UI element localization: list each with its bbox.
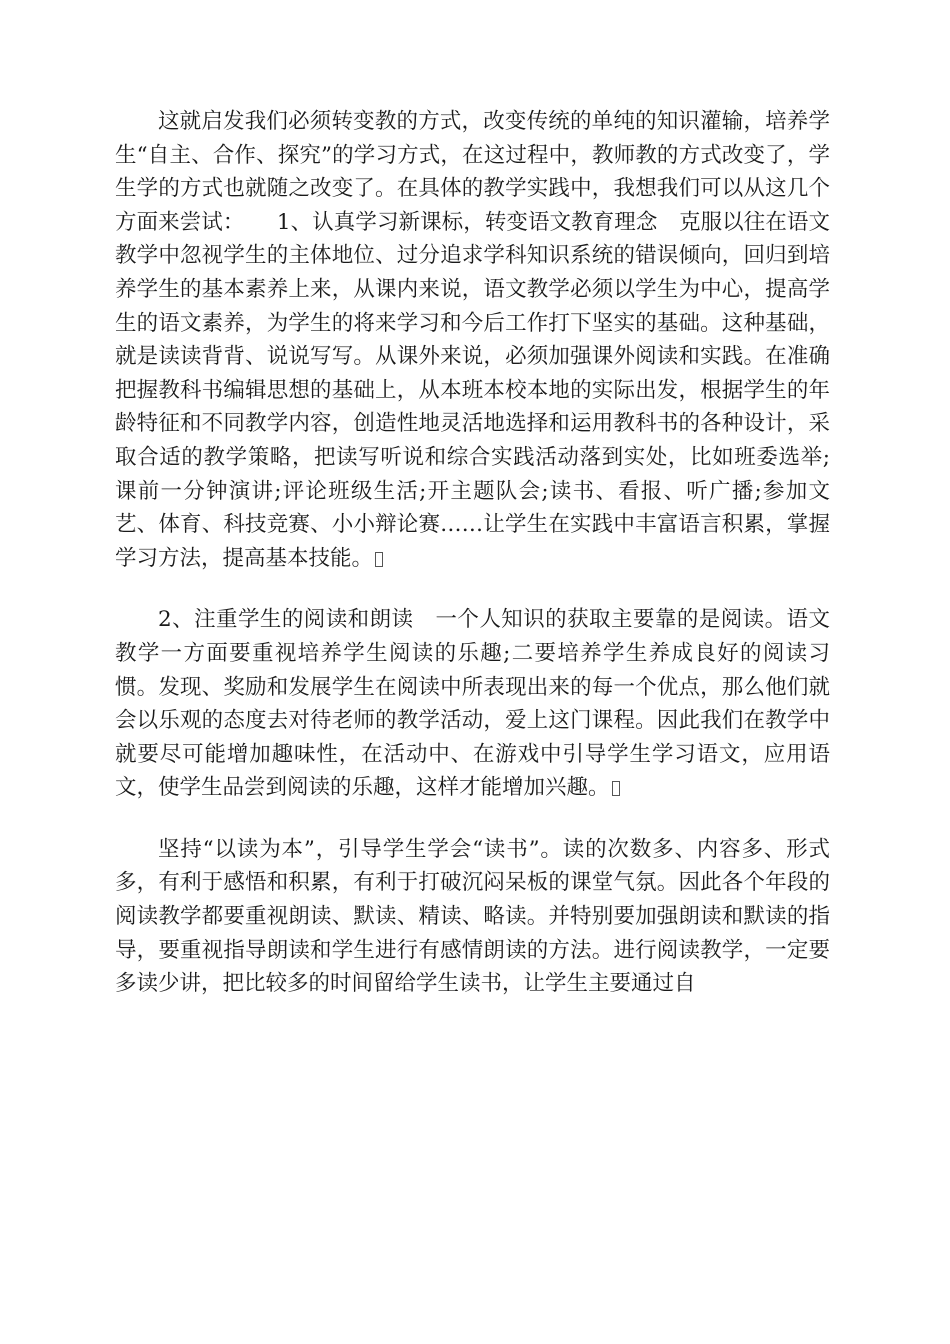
paragraph-mark-icon [612,781,620,796]
paragraph-1 [115,105,830,575]
paragraph-2 [115,603,830,805]
paragraph-1-text: 这就启发我们必须转变教的方式，改变传统的单纯的知识灌输，培养学生“自主、合作、探究”的学习方式，在这过程中，教师教的方式改变了，学生学的方式也就随之改变了。在具体的教学实践中，我想我们可以从这几个方面来尝试： 1、认真学习新课标，转变语文教育理念 克服以往在语文教学中忽视学生的主体地位、过分追求学科知识系统的错误倾向，回归到培养学生的基本素养上来，从课内来说，语文教学必须以学生为中心，提高学生的语文素养，为学生的将来学习和今后工作打下坚实的基础。这种基础，就是读读背背、说说写写。从课外来说，必须加强课外阅读和实践。在准确把握教科书编辑思想的基础上，从本班本校本地的实际出发，根据学生的年龄特征和不同教学内容，创造性地灵活地选择和运用教科书的各种设计，采取合适的教学策略，把读写听说和综合实践活动落到实处，比如班委选举;课前一分钟演讲;评论班级生活;开主题队会;读书、看报、听广播;参加文艺、体育、科技竞赛、小小辩论赛……让学生在实践中丰富语言积累，掌握学习方法，提高基本技能。 [115,109,830,571]
document-page [115,105,830,1001]
paragraph-2-text: 2、注重学生的阅读和朗读 一个人知识的获取主要靠的是阅读。语文教学一方面要重视培养学生阅读的乐趣;二要培养学生养成良好的阅读习惯。发现、奖励和发展学生在阅读中所表现出来的每一个优点，那么他们就会以乐观的态度去对待老师的教学活动，爱上这门课程。因此我们在教学中就要尽可能增加趣味性，在活动中、在游戏中引导学生学习语文，应用语文，使学生品尝到阅读的乐趣，这样才能增加兴趣。 [115,607,830,801]
paragraph-3-text: 坚持“以读为本”，引导学生学会“读书”。读的次数多、内容多、形式多，有利于感悟和积累，有利于打破沉闷呆板的课堂气氛。因此各个年段的阅读教学都要重视朗读、默读、精读、略读。并特别要加强朗读和默读的指导，要重视指导朗读和学生进行有感情朗读的方法。进行阅读教学，一定要多读少讲，把比较多的时间留给学生读书，让学生主要通过自 [115,836,830,997]
paragraph-mark-icon [375,552,383,567]
paragraph-3 [115,833,830,1001]
